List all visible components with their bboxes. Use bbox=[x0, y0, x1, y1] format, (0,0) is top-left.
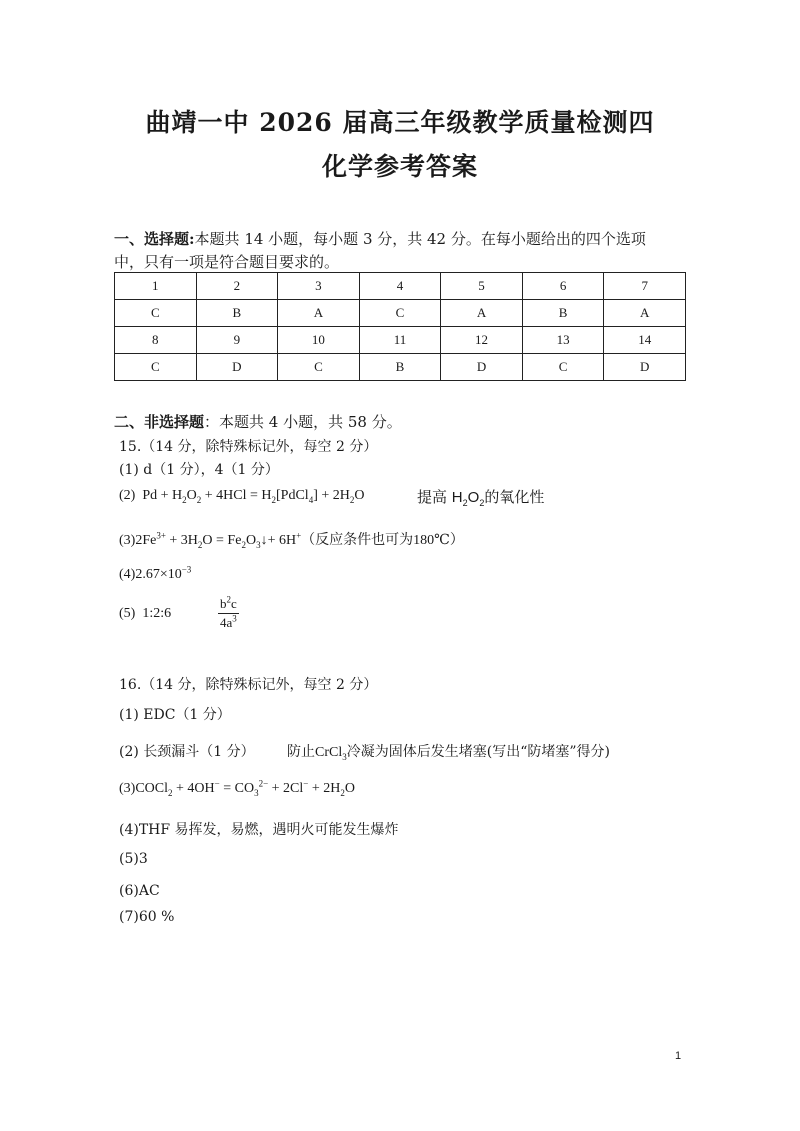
table-cell: 1 bbox=[115, 273, 197, 300]
q16-answer-6: (6)AC bbox=[119, 883, 160, 899]
frac-den-sup: 3 bbox=[232, 613, 237, 624]
table-cell: D bbox=[196, 354, 278, 381]
q15-answer-2-label: (2) bbox=[119, 488, 136, 503]
q15-note-suffix: 的氧化性 bbox=[484, 488, 545, 506]
q16-answer-4: (4)THF 易挥发，易燃，遇明火可能发生爆炸 bbox=[119, 822, 399, 838]
section2-heading bbox=[114, 411, 402, 432]
table-cell: C bbox=[115, 354, 197, 381]
q16-answer-3 bbox=[119, 778, 355, 798]
table-cell: C bbox=[522, 354, 604, 381]
table-cell: 12 bbox=[441, 327, 523, 354]
table-cell: 9 bbox=[196, 327, 278, 354]
q15-answer-5-fraction bbox=[218, 596, 239, 631]
section1-heading-text: 本题共 14 小题，每小题 3 分，共 42 分。在每小题给出的四个选项 bbox=[194, 230, 646, 248]
table-cell: 6 bbox=[522, 273, 604, 300]
q16-answer-7: (7)60 % bbox=[119, 909, 175, 925]
q16-answer-2-note bbox=[287, 741, 610, 761]
answer-table bbox=[114, 272, 686, 381]
table-cell: A bbox=[278, 300, 360, 327]
table-row bbox=[115, 300, 686, 327]
q15-answer-3-note: （反应条件也可为180℃） bbox=[301, 533, 464, 548]
table-cell: A bbox=[441, 300, 523, 327]
table-cell: 2 bbox=[196, 273, 278, 300]
q15-answer-5-label: (5) bbox=[119, 606, 136, 621]
q15-note-prefix: 提高 bbox=[417, 488, 448, 506]
section1-heading-cont: 中，只有一项是符合题目要求的。 bbox=[114, 253, 340, 271]
q15-answer-5 bbox=[119, 606, 171, 622]
q15-answer-1: (1) d（1 分），4（1 分） bbox=[119, 462, 279, 478]
table-cell: 14 bbox=[604, 327, 686, 354]
q15-answer-4-label: (4) bbox=[119, 567, 136, 582]
q15-answer-2 bbox=[119, 488, 364, 504]
q16-note-suffix: 冷凝为固体后发生堵塞(写出“防堵塞”得分) bbox=[346, 744, 610, 760]
table-cell: D bbox=[441, 354, 523, 381]
document-title: 曲靖一中 2026 届高三年级教学质量检测四 bbox=[145, 108, 655, 137]
table-cell: 13 bbox=[522, 327, 604, 354]
table-row bbox=[115, 354, 686, 381]
table-cell: B bbox=[359, 354, 441, 381]
crcl3-formula: CrCl$_3$ bbox=[315, 745, 347, 762]
section1-heading bbox=[114, 228, 646, 249]
table-cell: B bbox=[522, 300, 604, 327]
q15-answer-2-note bbox=[417, 486, 544, 507]
q15-answer-4 bbox=[119, 564, 192, 583]
document-subtitle: 化学参考答案 bbox=[321, 152, 478, 181]
table-cell: C bbox=[359, 300, 441, 327]
table-cell: C bbox=[115, 300, 197, 327]
table-cell: B bbox=[196, 300, 278, 327]
q15-answer-4-value: 2.67×10 bbox=[135, 567, 182, 582]
q16-header: 16.（14 分，除特殊标记外，每空 2 分） bbox=[119, 677, 378, 693]
q16-equation-3: COCl$_2$ + $4OH^- = CO_3^{2-} + 2Cl^- + 2H_2O$ bbox=[135, 778, 355, 798]
section2-heading-bold: 二、非选择题 bbox=[114, 413, 205, 431]
frac-den-base: 4a bbox=[220, 615, 233, 630]
table-cell: 4 bbox=[359, 273, 441, 300]
q16-answer-1: (1) EDC（1 分） bbox=[119, 707, 231, 723]
q15-answer-4-exponent: −3 bbox=[181, 564, 192, 575]
table-cell: C bbox=[278, 354, 360, 381]
section2-heading-text: ：本题共 4 小题，共 58 分。 bbox=[204, 413, 402, 431]
frac-num-base: b bbox=[220, 596, 227, 611]
table-cell: 11 bbox=[359, 327, 441, 354]
table-cell: 3 bbox=[278, 273, 360, 300]
table-row bbox=[115, 327, 686, 354]
table-cell: 7 bbox=[604, 273, 686, 300]
table-cell: 8 bbox=[115, 327, 197, 354]
q16-answer-3-label: (3) bbox=[119, 781, 136, 796]
q15-answer-3 bbox=[119, 529, 464, 549]
q16-note-prefix: 防止 bbox=[287, 744, 315, 760]
q15-answer-3-label: (3) bbox=[119, 533, 136, 548]
page-number: 1 bbox=[675, 1050, 682, 1062]
frac-num-sup: 2 bbox=[226, 594, 231, 605]
q15-header: 15.（14 分，除特殊标记外，每空 2 分） bbox=[119, 439, 378, 455]
q16-answer-5: (5)3 bbox=[119, 851, 148, 867]
table-cell: 10 bbox=[278, 327, 360, 354]
frac-num-tail: c bbox=[231, 596, 237, 611]
h2o2-formula: $H_2O_2$ bbox=[451, 489, 485, 508]
q16-answer-2: (2) 长颈漏斗（1 分） bbox=[119, 744, 255, 760]
section1-heading-bold: 一、选择题: bbox=[114, 230, 195, 248]
table-cell: D bbox=[604, 354, 686, 381]
q15-answer-5-ratio: 1:2:6 bbox=[142, 606, 172, 621]
q15-equation-2: $Pd + H_2O_2 + 4HCl$ = $H_2[PdCl_4] + 2H_2O$ bbox=[142, 488, 365, 505]
table-cell: 5 bbox=[441, 273, 523, 300]
table-row bbox=[115, 273, 686, 300]
table-cell: A bbox=[604, 300, 686, 327]
q15-equation-3: $2Fe^{3+} + 3H_2O$ = $Fe_2O_3↓+ 6H^+$ bbox=[135, 530, 302, 550]
